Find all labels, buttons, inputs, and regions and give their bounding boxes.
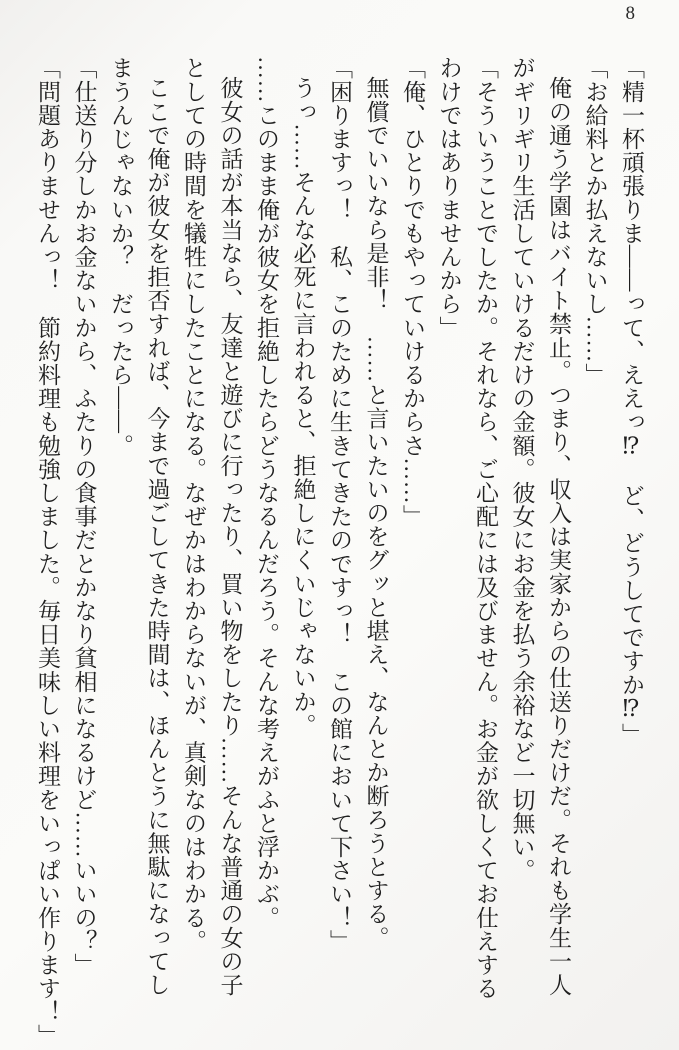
text-line: としての時間を犠牲にしたことになる。なぜかはわからないが、真剣なのはわかる。 bbox=[181, 56, 206, 953]
text-line: 「問題ありませんっ！ 節約料理も勉強しました。毎日美味しい料理をいっぱい作ります！」 bbox=[35, 56, 60, 1048]
text-line: 「困りますっ！ 私、このために生きてきたのですっ！ この館において下さい！」 bbox=[327, 56, 352, 953]
text-line: わけではありませんから」 bbox=[436, 56, 462, 340]
text-line: うっ……そんな必死に言われると、拒絶しにくいじゃないか。 bbox=[290, 75, 316, 737]
text-line: 「そういうことでしたか。それなら、ご心配には及びません。お金が欲しくてお仕えする bbox=[473, 56, 498, 1000]
text-line: がギリギリ生活していけるだけの金額。彼女にお金を払う余裕など一切無い。 bbox=[509, 56, 535, 882]
text-line: 彼女の話が本当なら、友達と遊びに行ったり、買い物をしたり……そんな普通の女の子 bbox=[217, 75, 243, 996]
text-line: まうんじゃないか？ だったら――。 bbox=[108, 56, 133, 458]
text-line: 無償でいいなら是非！ ……と言いたいのをグッと堪え、なんとか断ろうとする。 bbox=[363, 75, 389, 949]
text-line: 「お給料とか払えないし……」 bbox=[582, 56, 608, 387]
text-line: 「俺、ひとりでもやっていけるからさ……」 bbox=[400, 56, 425, 528]
page-number: 8 bbox=[625, 3, 635, 24]
text-line: ここで俺が彼女を拒否すれば、今まで過ごしてきた時間は、ほんとうに無駄になってし bbox=[144, 75, 170, 996]
text-line: ……このまま俺が彼女を拒絶したらどうなるんだろう。そんな考えがふと浮かぶ。 bbox=[254, 56, 279, 930]
text-line: 「仕送り分しかお金ないから、ふたりの食事だとかなり貧相になるけど……いいの？」 bbox=[71, 56, 97, 977]
vertical-text-block bbox=[29, 56, 650, 1048]
text-line: 「精一杯頑張りま――って、ええっ⁉ ど、どうしてですか⁉」 bbox=[619, 56, 644, 747]
text-line: 俺の通う学園はバイト禁止。つまり、収入は実家からの仕送りだけだ。それも学生一人 bbox=[546, 75, 571, 996]
